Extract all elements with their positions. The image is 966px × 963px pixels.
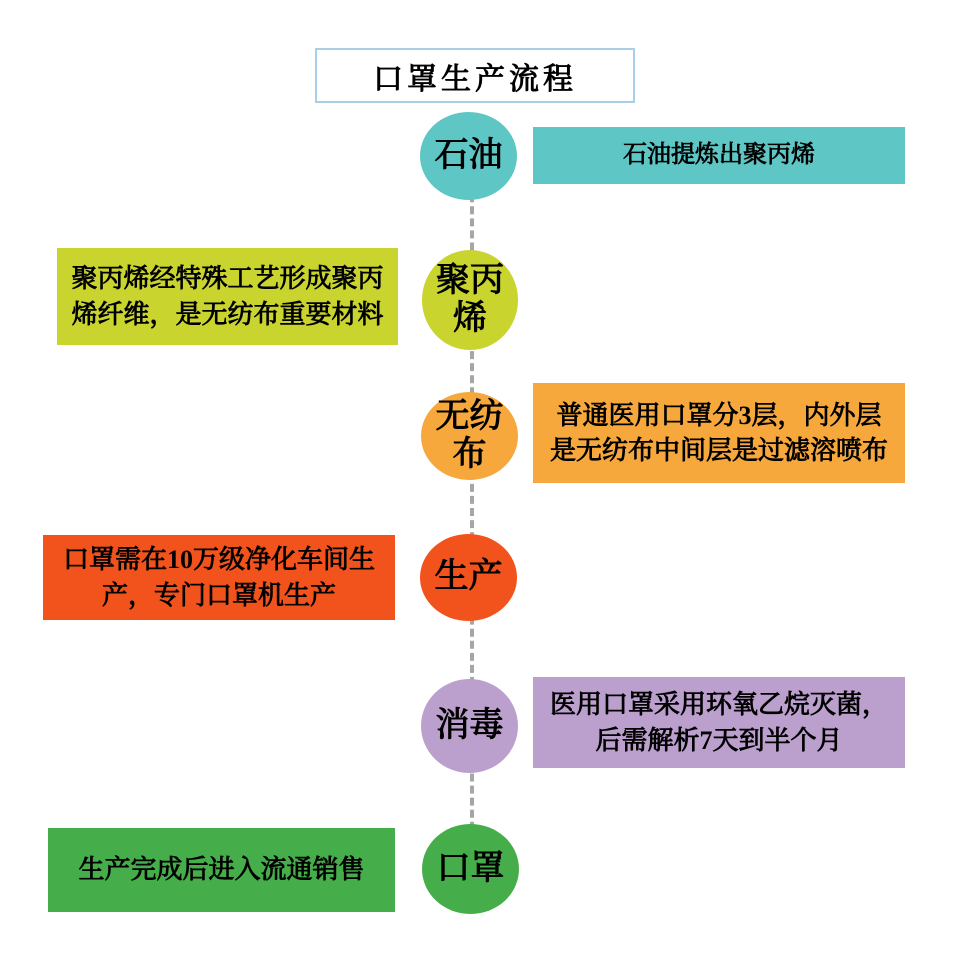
node-mask-label: 口罩	[436, 849, 505, 887]
node-production-label: 生产	[434, 558, 503, 596]
node-disinfection	[421, 679, 518, 773]
node-nonwoven-fabric	[421, 392, 518, 480]
note-production-text: 口罩需在10万级净化车间生产，专门口罩机生产	[62, 545, 375, 610]
note-disinfection	[533, 677, 905, 768]
note-polypropylene-text: 聚丙烯经特殊工艺形成聚丙烯纤维，是无纺布重要材料	[71, 264, 384, 329]
note-nonwoven-fabric	[533, 383, 905, 483]
node-mask	[422, 824, 519, 914]
node-petroleum-label: 石油	[434, 136, 503, 174]
node-petroleum	[420, 112, 517, 200]
node-polypropylene-label: 聚丙烯	[436, 261, 504, 337]
note-polypropylene	[57, 248, 398, 345]
diagram-title: 口罩生产流程	[373, 62, 577, 96]
node-nonwoven-fabric-label: 无纺布	[435, 397, 504, 473]
note-mask-text: 生产完成后进入流通销售	[78, 855, 365, 885]
note-production	[43, 535, 395, 620]
note-petroleum-text: 石油提炼出聚丙烯	[623, 142, 815, 169]
note-mask	[48, 828, 395, 912]
node-production	[420, 534, 517, 621]
note-nonwoven-fabric-text: 普通医用口罩分3层，内外层是无纺布中间层是过滤溶喷布	[549, 400, 888, 465]
node-polypropylene	[422, 250, 518, 350]
node-disinfection-label: 消毒	[435, 706, 504, 744]
note-disinfection-text: 医用口罩采用环氧乙烷灭菌，后需解析7天到半个月	[549, 690, 888, 755]
diagram-title-box	[315, 48, 635, 103]
note-petroleum	[533, 127, 905, 184]
